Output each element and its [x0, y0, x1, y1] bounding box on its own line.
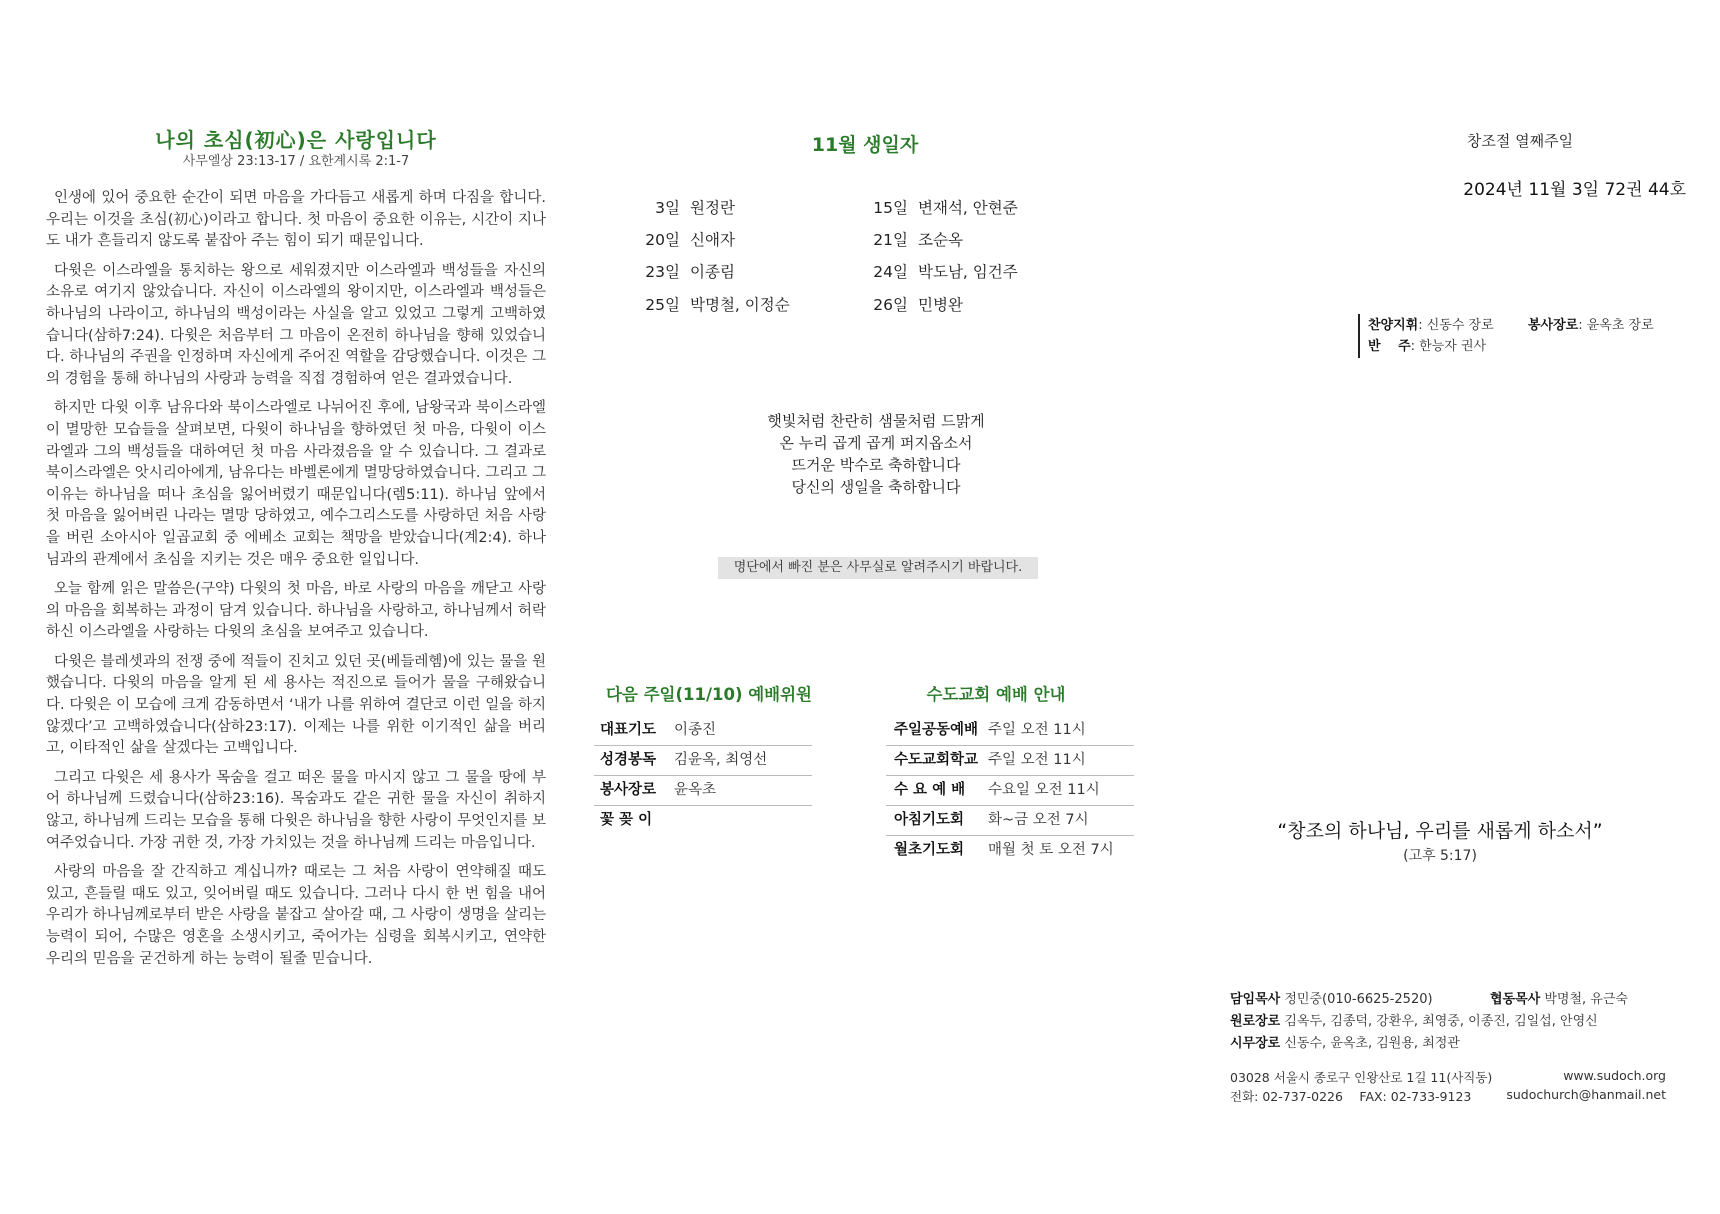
row-label: 꽃 꽂 이 — [600, 812, 653, 828]
next-worship-title: 다음 주일(11/10) 예배위원 — [605, 685, 813, 704]
active-elders-label: 시무장로 — [1230, 1036, 1281, 1051]
sermon-paragraph: 하지만 다윗 이후 남유다와 북이스라엘로 나뉘어진 후에, 남왕국과 북이스라엘이 멸망한 모습들을 살펴보면, 다윗이 하나님을 향하였던 첫 마음, 다윗이 이스라엘과 그의 백성들을 대하여던 첫 마음 사라졌음을 알 수 있습니다. 그 결과로 북이스라엘은 앗시리아에게, 남유다는 바벨론에게 멸망당하였습니다. 그리고 그 이유는 하나님을 떠나 초심을 잃어버렸기 때문입니다(렘5:11). 하나님 앞에서 첫 마음을 잃어버린 나라는 멸망 당하였고, 예수그리스도를 사랑하던 처음 사랑을 버린 소아시아 일곱교회 중 에베소 교회는 책망을 받았습니다(계2:4). 하나님과의 관계에서 초심을 지키는 것은 매우 중요한 일입니다. — [46, 400, 547, 568]
sermon-paragraph: 다윗은 블레셋과의 전쟁 중에 적들이 진치고 있던 곳(베들레헴)에 있는 물을 원했습니다. 다윗의 마음을 알게 된 세 용사는 적진으로 들어가 물을 구해왔습니다. 다윗은 이 모습에 크게 감동하면서 ‘내가 나를 위하여 결단코 이런 일을 하지 않겠다’고 고백하였습니다(삼하23:17). 이제는 나를 위한 이기적인 삶을 버리고, 이타적인 삶을 살겠다는 고백입니다. — [46, 653, 546, 757]
church-email: sudochurch@hanmail.net — [1506, 1087, 1666, 1102]
birthday-names: 민병완 — [918, 296, 963, 314]
row-value: 김윤옥, 최영선 — [674, 752, 768, 768]
accompanist-value: : 한능자 권사 — [1410, 339, 1487, 354]
liturgical-season: 창조절 열째주일 — [1466, 132, 1574, 150]
row-label: 수도교회학교 — [894, 752, 979, 768]
service-guide-title: 수도교회 예배 안내 — [926, 685, 1066, 704]
row-label: 주일공동예배 — [894, 722, 979, 738]
birthday-day: 20일 — [645, 231, 680, 249]
table-row — [886, 746, 1134, 776]
birthday-day: 26일 — [873, 296, 908, 314]
church-website: www.sudoch.org — [1563, 1068, 1666, 1083]
divider — [1358, 314, 1360, 358]
active-elders — [1230, 1032, 1460, 1051]
table-row — [886, 836, 1134, 865]
table-row — [886, 776, 1134, 806]
row-label: 아침기도회 — [894, 812, 965, 828]
church-motto: “창조의 하나님, 우리를 새롭게 하소서” — [1277, 820, 1603, 842]
birthday-entry — [632, 260, 735, 282]
birthday-entry — [860, 260, 1018, 282]
row-label: 성경봉독 — [600, 752, 657, 768]
emeritus-elders-label: 원로장로 — [1230, 1014, 1281, 1029]
table-row — [594, 806, 812, 835]
birthday-names: 조순옥 — [918, 231, 963, 249]
table-row — [886, 806, 1134, 836]
accompanist — [1368, 335, 1486, 354]
associate-pastor — [1490, 988, 1628, 1007]
row-value: 화~금 오전 7시 — [988, 812, 1089, 828]
birthday-notice: 명단에서 빠진 분은 사무실로 알려주시기 바랍니다. — [718, 557, 1038, 579]
active-elders-value: 신동수, 윤옥초, 김원용, 최정관 — [1284, 1036, 1460, 1051]
birthday-names: 박명철, 이정순 — [690, 296, 790, 314]
motto-reference: (고후 5:17) — [1403, 848, 1477, 864]
emeritus-elders-value: 김옥두, 김종덕, 강환우, 최영중, 이종진, 김일섭, 안영신 — [1284, 1014, 1598, 1029]
birthday-entry — [860, 293, 963, 315]
sermon-paragraph: 인생에 있어 중요한 순간이 되면 마음을 가다듬고 새롭게 하며 다짐을 합니다. 우리는 이것을 초심(初心)이라고 합니다. 첫 마음이 중요한 이유는, 시간이 지나도 내가 흔들리지 않도록 붙잡아 주는 힘이 되기 때문입니다. — [46, 190, 546, 250]
row-value: 수요일 오전 11시 — [988, 782, 1100, 798]
birthday-day: 21일 — [873, 231, 908, 249]
choir-label: 찬양지휘 — [1368, 318, 1419, 333]
row-label: 대표기도 — [600, 722, 657, 738]
table-row — [594, 776, 812, 806]
row-value: 이종진 — [674, 722, 717, 738]
poem-line: 당신의 생일을 축하합니다 — [791, 478, 961, 496]
birthday-day: 3일 — [655, 199, 680, 217]
choir-value: : 신동수 장로 — [1418, 318, 1494, 333]
church-phone: 전화: 02-737-0226 FAX: 02-733-9123 — [1230, 1089, 1472, 1104]
birthday-entry — [632, 196, 735, 218]
serving-elder — [1528, 314, 1654, 333]
birthday-day: 25일 — [645, 296, 680, 314]
poem-line: 햇빛처럼 찬란히 샘물처럼 드맑게 — [767, 412, 985, 430]
table-row — [594, 716, 812, 746]
table-row — [594, 746, 812, 776]
associate-pastor-value: 박명철, 유근숙 — [1544, 992, 1628, 1007]
birthday-names: 원정란 — [690, 199, 735, 217]
row-label: 월초기도회 — [894, 842, 965, 858]
poem-line: 온 누리 곱게 곱게 퍼지옵소서 — [779, 434, 973, 452]
sermon-title: 나의 초심(初心)은 사랑입니다 — [155, 128, 437, 152]
birthday-poem — [726, 410, 1026, 498]
birthday-entry — [860, 196, 1018, 218]
sermon-paragraph: 다윗은 이스라엘을 통치하는 왕으로 세워졌지만 이스라엘과 백성들을 자신의 소유로 여기지 않았습니다. 자신이 이스라엘의 왕이지만, 이스라엘과 백성들은 하나님의 나라이고, 하나님의 백성이라는 사실을 알고 있었고 그렇게 고백하였습니다(삼하7:24). 다윗은 처음부터 그 마음이 온전히 하나님을 향해 있었습니다. 하나님의 주권을 인정하며 자신에게 주어진 역할을 감당했습니다. 이것은 그의 경험을 통해 하나님의 사랑과 능력을 직접 경험하여 얻은 결과였습니다. — [46, 262, 546, 387]
row-label: 수 요 예 배 — [894, 782, 966, 798]
elder-value: : 윤옥초 장로 — [1578, 318, 1654, 333]
senior-pastor-value: 정민중(010-6625-2520) — [1284, 992, 1433, 1007]
accompanist-label: 반 주 — [1368, 339, 1411, 354]
church-address: 03028 서울시 종로구 인왕산로 1길 11(사직동) — [1230, 1070, 1493, 1085]
elder-label: 봉사장로 — [1528, 318, 1579, 333]
row-value: 주일 오전 11시 — [988, 752, 1086, 768]
senior-pastor-label: 담임목사 — [1230, 992, 1281, 1007]
birthday-names: 박도남, 임건주 — [918, 263, 1018, 281]
birthday-day: 24일 — [873, 263, 908, 281]
birthday-entry — [860, 228, 963, 250]
birthday-day: 15일 — [873, 199, 908, 217]
row-value: 매월 첫 토 오전 7시 — [988, 842, 1114, 858]
associate-pastor-label: 협동목사 — [1490, 992, 1541, 1007]
senior-pastor — [1230, 988, 1433, 1007]
sermon-body — [46, 188, 546, 978]
row-label: 봉사장로 — [600, 782, 657, 798]
sermon-paragraph: 그리고 다윗은 세 용사가 목숨을 걸고 떠온 물을 마시지 않고 그 물을 땅에 부어 하나님께 드렸습니다(삼하23:16). 목숨과도 같은 귀한 물을 자신이 취하지 않고, 하나님께 드리는 모습을 통해 다윗은 하나님을 향한 사랑이 무엇인지를 보여주었습니다. 가장 귀한 것, 가장 가치있는 것을 하나님께 드리는 마음입니다. — [46, 769, 546, 851]
birthday-section-title: 11월 생일자 — [811, 134, 919, 156]
sermon-paragraph: 사랑의 마음을 잘 간직하고 계십니까? 때로는 그 처음 사랑이 연약해질 때도 있고, 흔들릴 때도 있고, 잊어버릴 때도 있습니다. 그러나 다시 한 번 힘을 내어 우리가 하나님께로부터 받은 사랑을 붙잡고 살아갈 때, 그 사랑이 생명을 살리는 능력이 되어, 수많은 영혼을 소생시키고, 죽어가는 심령을 회복시키고, 연약한 우리의 믿음을 굳건하게 하는 능력이 될줄 믿습니다. — [46, 864, 546, 967]
row-value: 윤옥초 — [674, 782, 717, 798]
birthday-names: 변재석, 안현준 — [918, 199, 1018, 217]
sermon-scripture-reference: 사무엘상 23:13-17 / 요한계시록 2:1-7 — [182, 154, 410, 169]
birthday-day: 23일 — [645, 263, 680, 281]
birthday-entry — [632, 228, 735, 250]
table-row — [886, 716, 1134, 746]
emeritus-elders — [1230, 1010, 1598, 1029]
birthday-names: 이종림 — [690, 263, 735, 281]
choir-director — [1368, 314, 1494, 333]
birthday-names: 신애자 — [690, 231, 735, 249]
row-value: 주일 오전 11시 — [988, 722, 1086, 738]
sermon-paragraph: 오늘 함께 읽은 말씀은(구약) 다윗의 첫 마음, 바로 사랑의 마음을 깨닫고 사랑의 마음을 회복하는 과정이 담겨 있습니다. 하나님을 사랑하고, 하나님께서 허락하신 이스라엘을 사랑하는 다윗의 초심을 보여주고 있습니다. — [46, 581, 546, 641]
birthday-entry — [632, 293, 790, 315]
poem-line: 뜨거운 박수로 축하합니다 — [791, 456, 961, 474]
issue-date: 2024년 11월 3일 72권 44호 — [1463, 180, 1686, 200]
